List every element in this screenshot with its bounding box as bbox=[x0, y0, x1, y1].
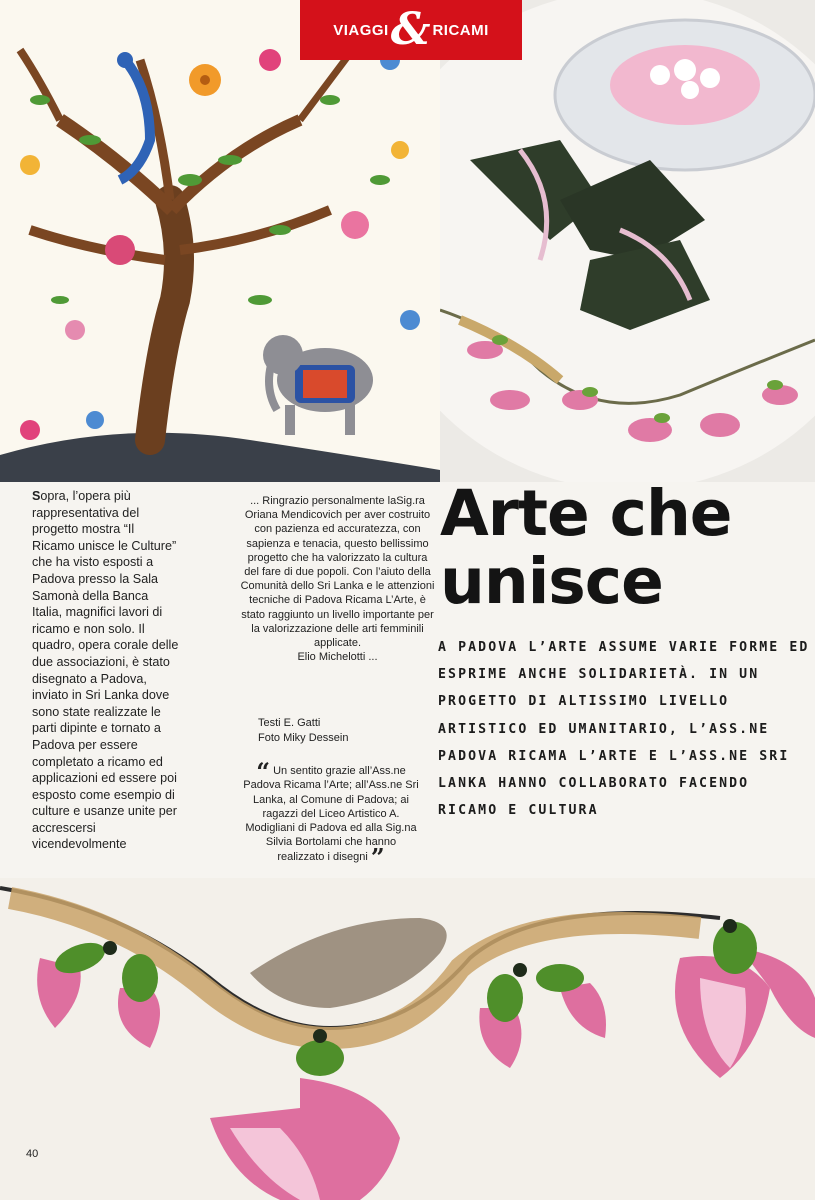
credits-photos: Foto Miky Dessein bbox=[258, 731, 349, 744]
quote-open-mark: “ bbox=[256, 757, 271, 786]
headline-line-2: unisce bbox=[440, 545, 663, 618]
page-number: 40 bbox=[26, 1148, 39, 1160]
section-label-left: VIAGGI bbox=[333, 21, 389, 39]
magnolia-embroidery-image bbox=[0, 878, 815, 1200]
table-setting-image bbox=[440, 0, 815, 482]
article-subheading: A PADOVA L’ARTE ASSUME VARIE FORME ED ESPRIME ANCHE SOLIDARIETÀ. IN UN PROGETTO DI ALTISSIMO LIVELLO ARTISTICO ED UMANITARIO, L’ASS.NE PADOVA RICAMA L’ARTE E L’ASS.NE SRI LANKA HANNO COLLABORATO FACENDO RICAMO E CULTURA bbox=[438, 640, 810, 819]
article-headline bbox=[440, 477, 815, 618]
tree-painting-image bbox=[0, 0, 440, 482]
quote-block bbox=[242, 757, 420, 872]
section-banner bbox=[300, 0, 522, 60]
caption-left bbox=[32, 488, 180, 853]
photo-magnolia-embroidery bbox=[0, 878, 815, 1200]
thanks-block bbox=[240, 494, 435, 664]
thanks-signature: Elio Michelotti ... bbox=[297, 651, 378, 664]
credits bbox=[258, 716, 408, 745]
thanks-text: ... Ringrazio personalmente laSig.ra Oriana Mendicovich per aver costruito con pazienza ed accuratezza, con sapienza e tenacia, questo bellissimo progetto che ha valorizzato la cultura del fare di due popoli. Con l’aiuto della Comunità dello Sri Lanka e le attenzioni tecniche di Padova Ricama L’Arte, è stato raggiunto un livello importante per la valorizzazione delle arti femminili applicate. bbox=[240, 495, 435, 650]
caption-first-letter: S bbox=[32, 489, 41, 503]
photo-table-setting bbox=[440, 0, 815, 482]
headline-line-1: Arte che bbox=[440, 477, 732, 550]
quote-text: Un sentito grazie all’Ass.ne Padova Ricama l’Arte; all’Ass.ne Sri Lanka, al Comune di Padova; ai ragazzi del Liceo Artistico A. Modigliani di Padova ed alla Sig.na Silvia Bortolami che hanno realizzato i disegni bbox=[243, 765, 419, 863]
section-label-right: RICAMI bbox=[432, 21, 489, 39]
quote-close-mark: ” bbox=[370, 842, 385, 872]
section-ampersand: & bbox=[390, 4, 431, 55]
caption-text: opra, l’opera più rappresentativa del progetto mostra “Il Ricamo unisce le Culture” che ha visto esposti a Padova presso la Sala Samonà della Banca Italia, magnifici lavori di ricamo e non solo. Il quadro, opera corale delle due associazioni, è stato disegnato a Padova, inviato in Sri Lanka dove sono state realizzate le parti dipinte e tornato a Padova per essere completato a ricamo ed applicazioni ed essere poi esposto come esempio di culture e usanze unite per accrescersi vicendevolmente bbox=[32, 489, 179, 852]
credits-texts: Testi E. Gatti bbox=[258, 717, 321, 729]
photo-tree-embroidery bbox=[0, 0, 440, 482]
